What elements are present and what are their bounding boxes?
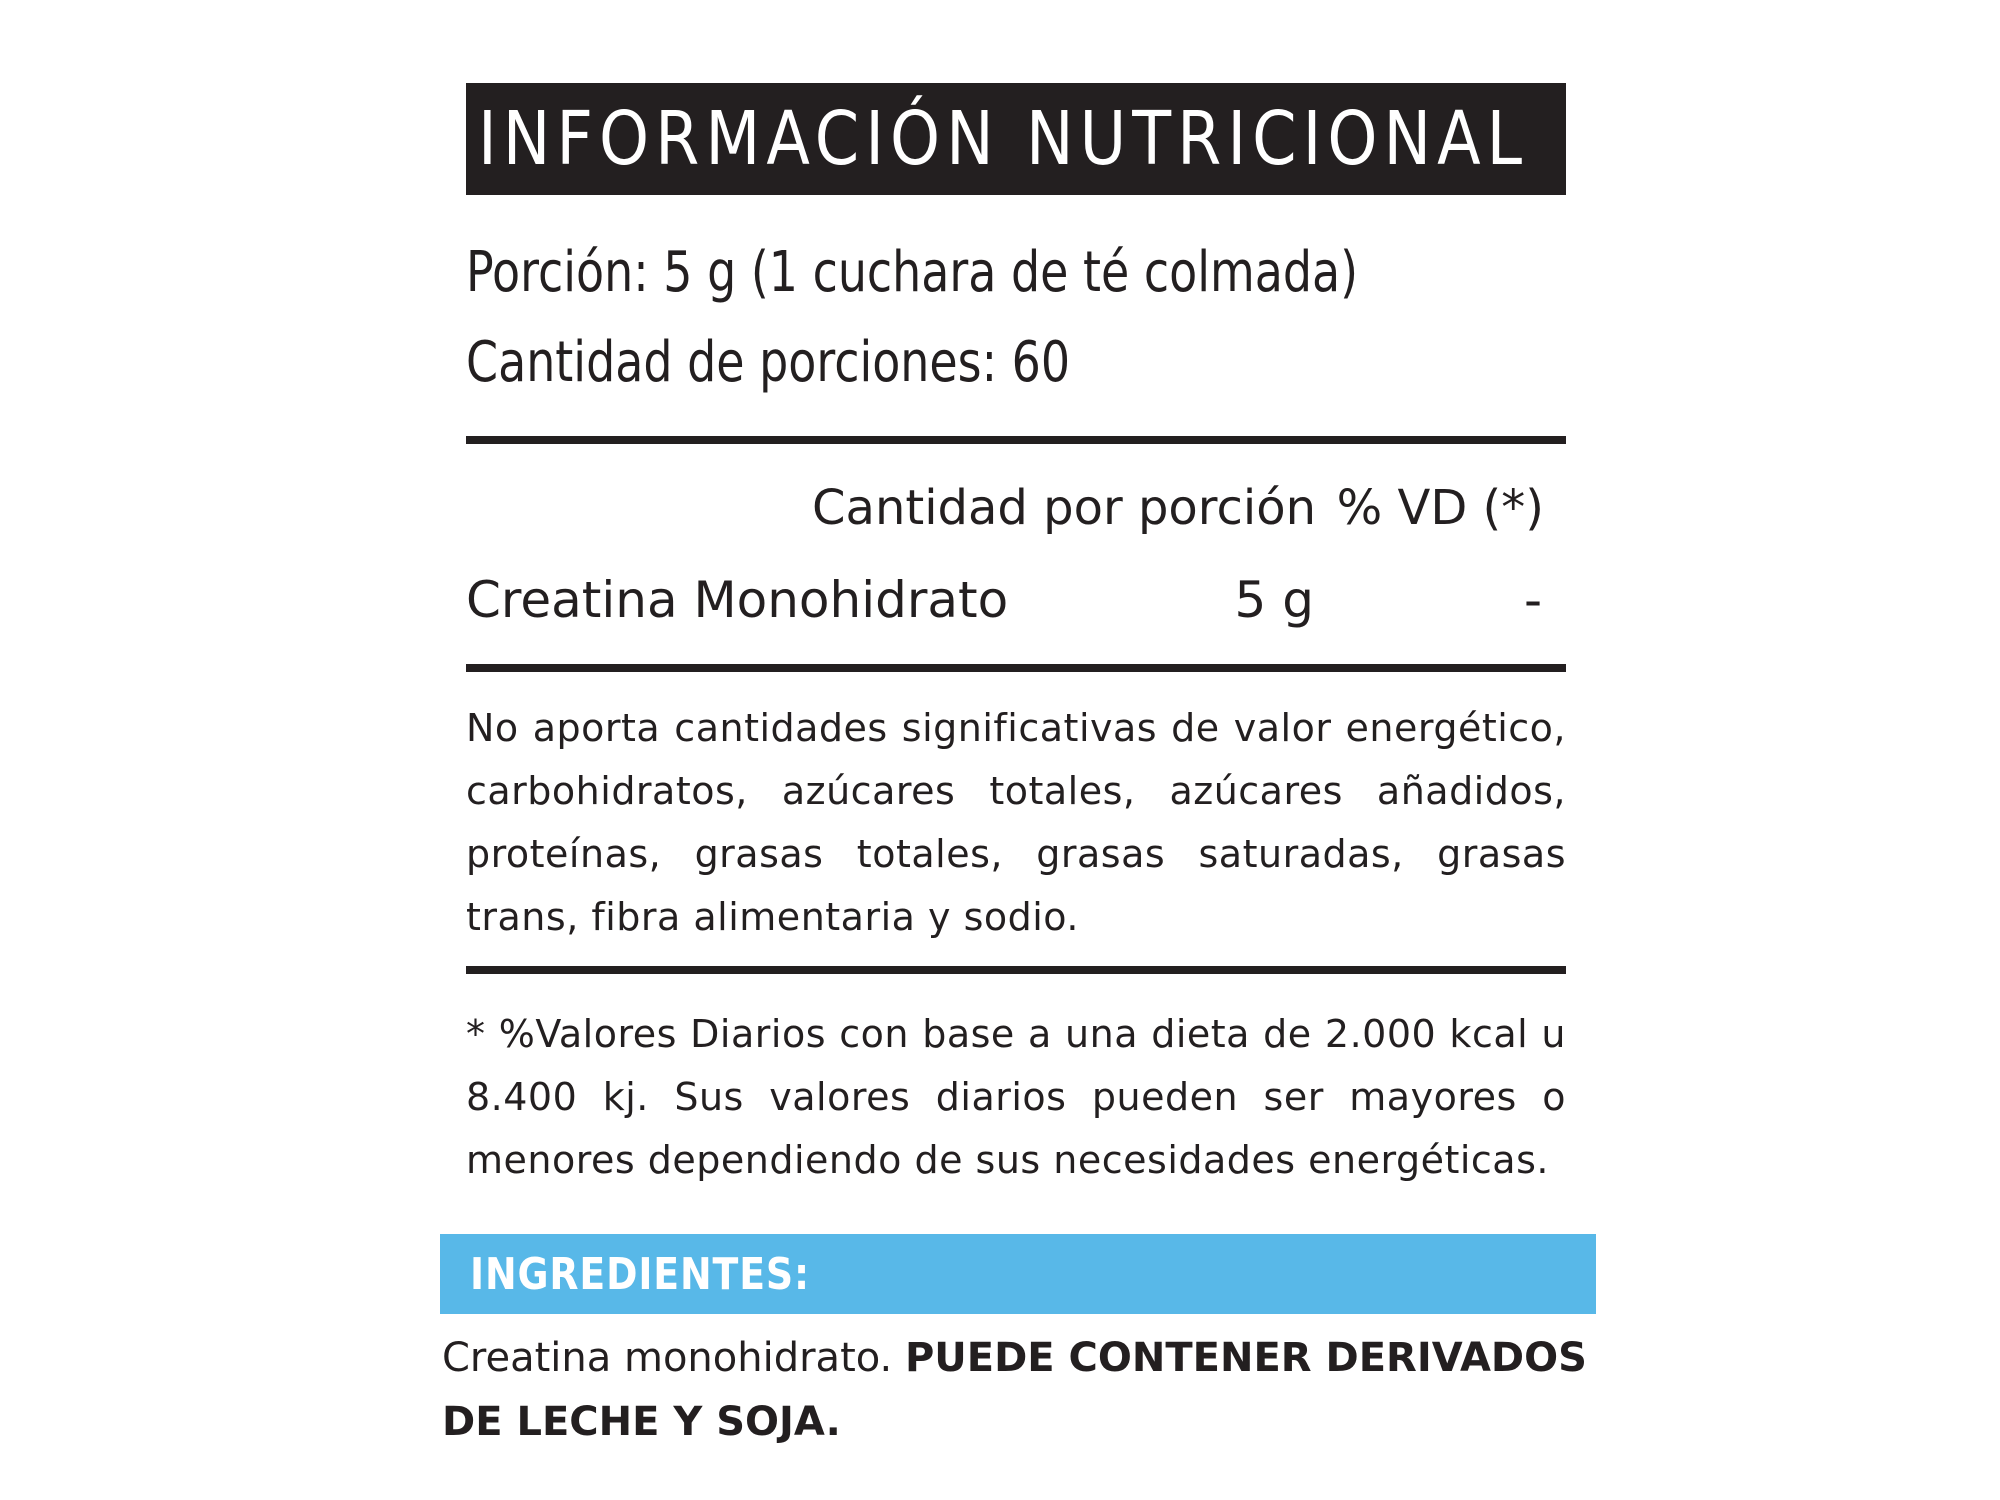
daily-value-footnote: * %Valores Diarios con base a una dieta de 2.000 kcal u 8.400 kj. Sus valores diarios pueden ser mayores o menores dependiendo de sus necesidades energéticas. (466, 1012, 1566, 1182)
serving-size: Porción: 5 g (1 cuchara de té colmada) (466, 240, 1359, 305)
title-bar (466, 83, 1566, 195)
header-amount-per-serving: Cantidad por porción (812, 480, 1316, 536)
ingredients-list: Creatina monohidrato. (442, 1335, 893, 1381)
ingredients-bar (440, 1234, 1596, 1314)
divider-rule (466, 966, 1566, 974)
nutrition-label (442, 0, 1587, 1500)
servings-count: Cantidad de porciones: 60 (466, 330, 1071, 395)
allergen-warning: PUEDE CONTENER DERIVADOS DE LECHE Y SOJA. (442, 1335, 1587, 1445)
nutrient-name: Creatina Monohidrato (466, 571, 1009, 629)
label-title: INFORMACIÓN NUTRICIONAL (478, 96, 1529, 182)
nutrition-note: No aporta cantidades significativas de valor energético, carbohidratos, azúcares totales, azúcares añadidos, proteínas, grasas totales, grasas saturadas, grasas trans, fibra alimentaria y sodio. (466, 706, 1566, 939)
ingredients-title: INGREDIENTES: (470, 1248, 811, 1300)
nutrient-daily-value: - (1523, 571, 1542, 629)
divider-rule (466, 436, 1566, 444)
divider-rule (466, 664, 1566, 672)
header-daily-value: % VD (*) (1336, 480, 1544, 536)
ingredients-text (442, 1326, 1602, 1454)
nutrient-amount: 5 g (1234, 571, 1314, 629)
